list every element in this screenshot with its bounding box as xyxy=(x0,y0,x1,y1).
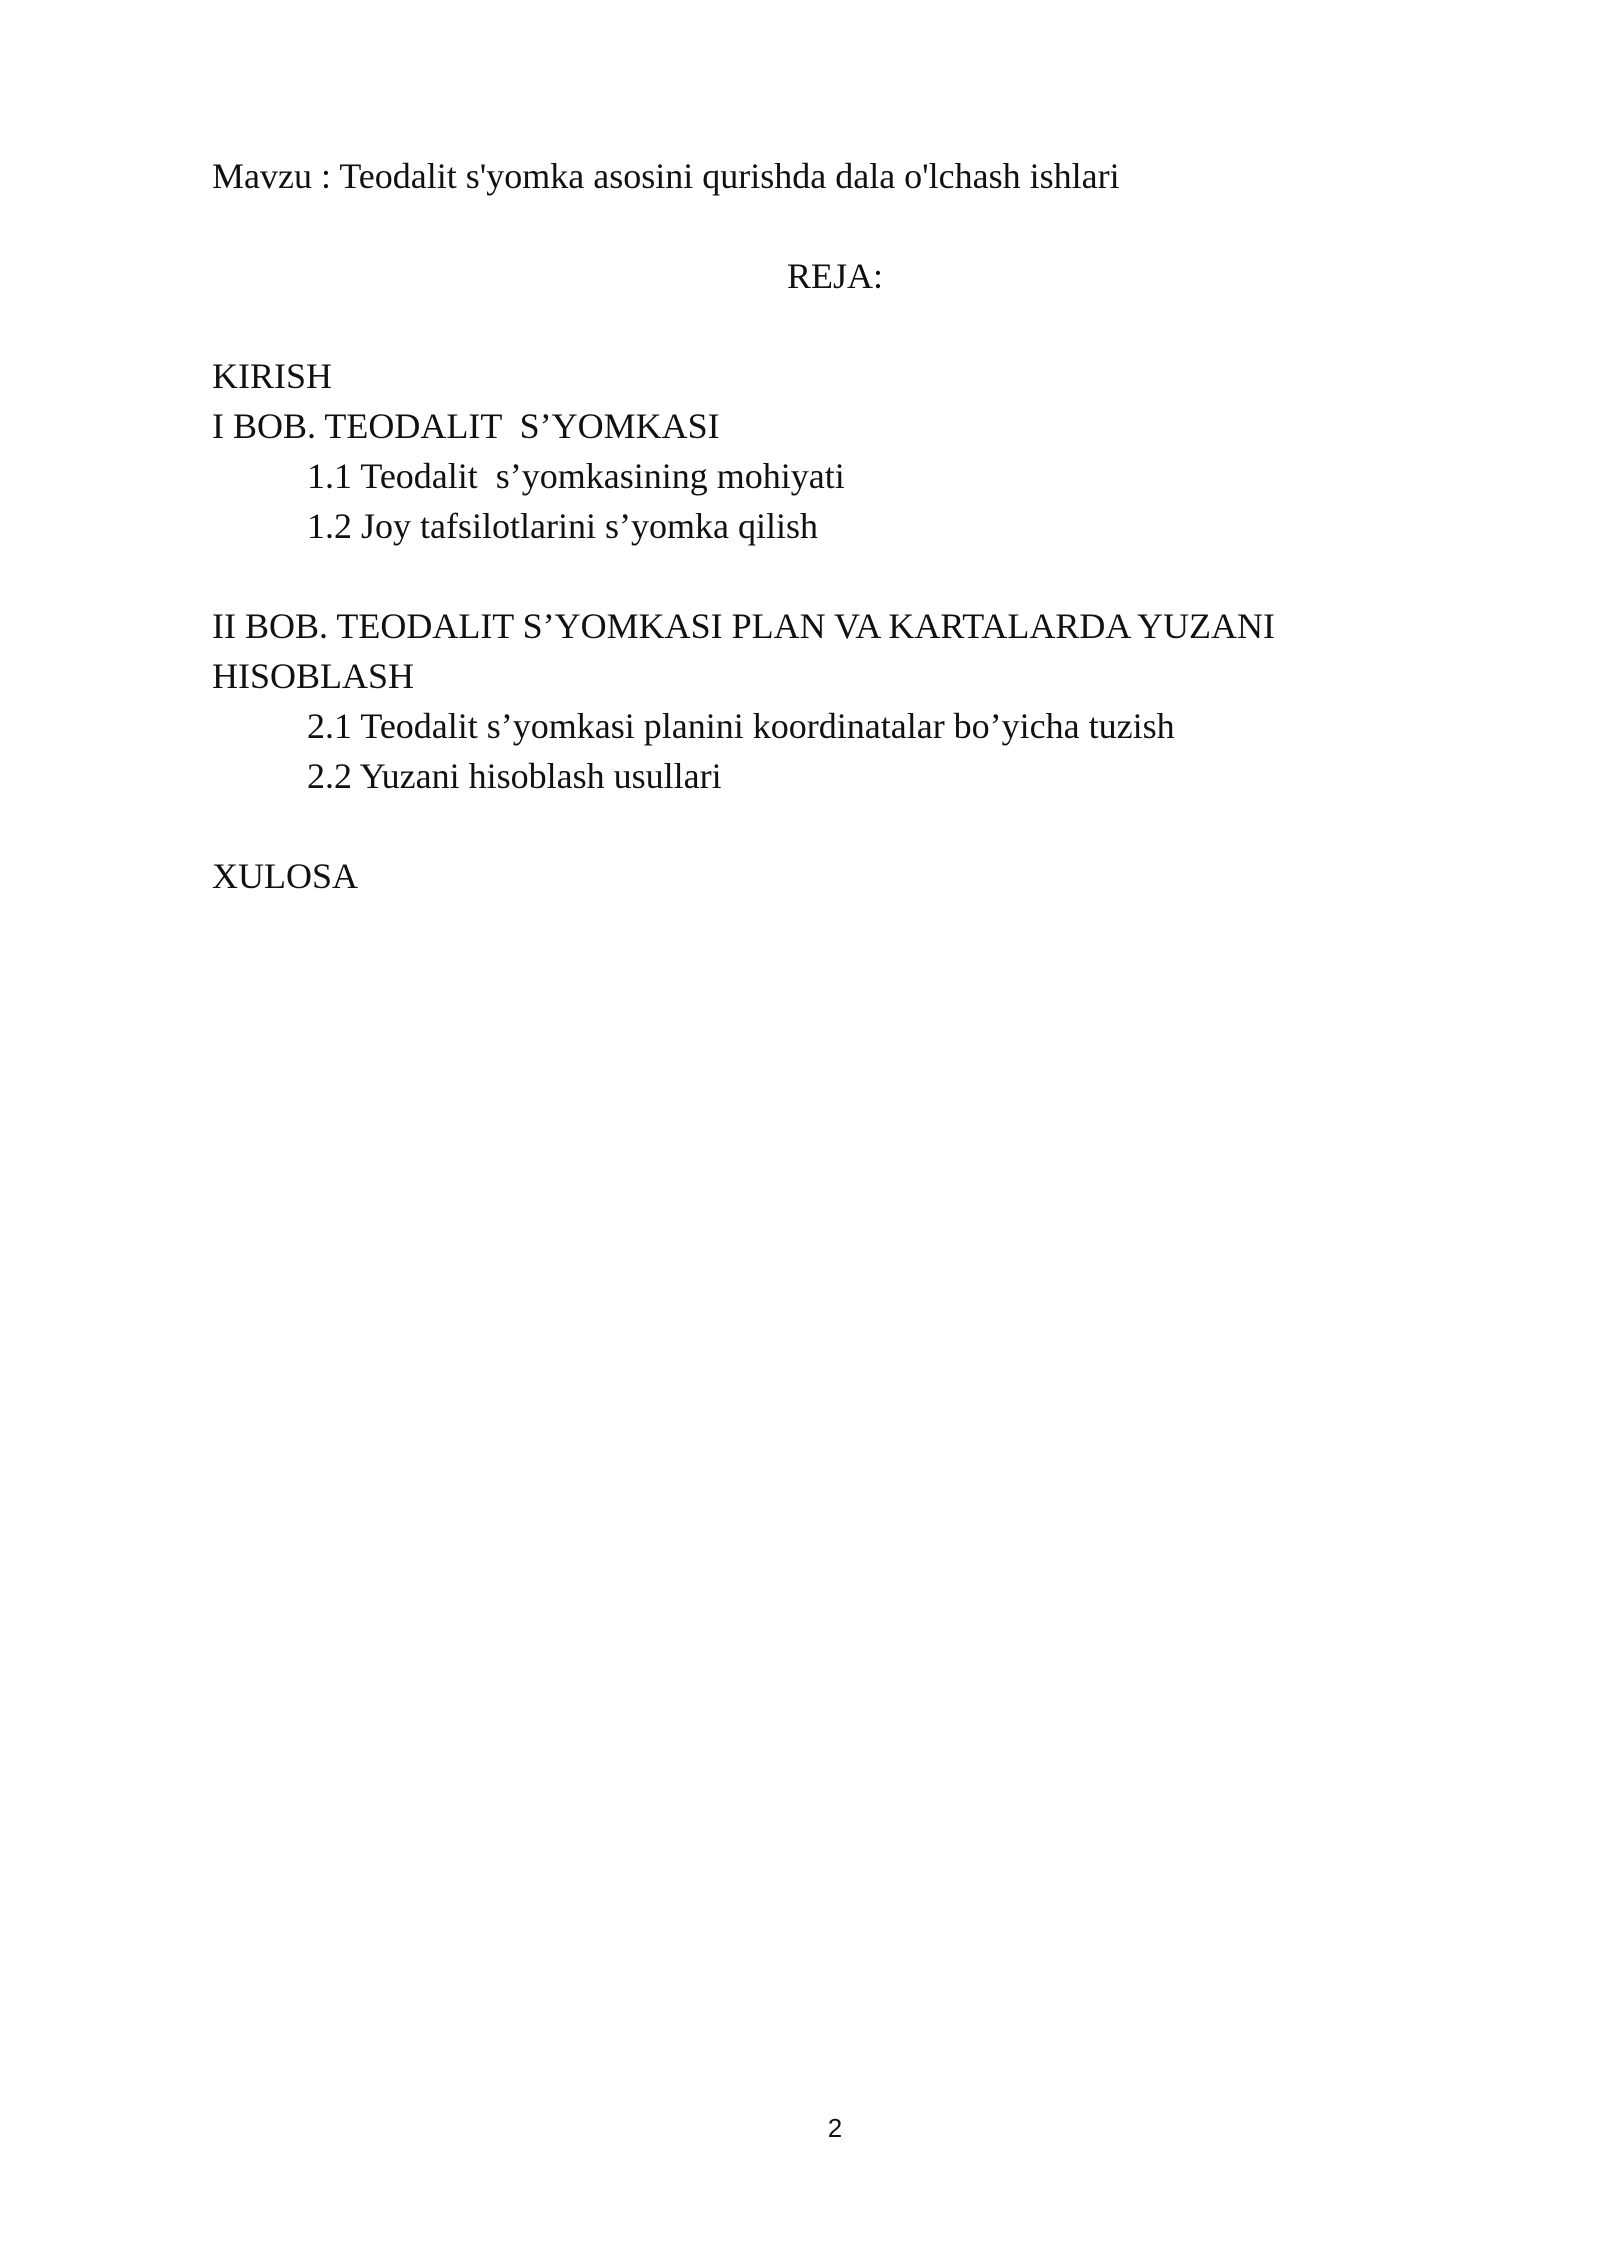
toc-section-2-2: 2.2 Yuzani hisoblash usullari xyxy=(307,756,722,796)
toc-conclusion: XULOSA xyxy=(212,856,359,896)
toc-chapter-1-title: I BOB. TEODALIT S’YOMKASI xyxy=(212,406,720,446)
toc-section-2-1: 2.1 Teodalit s’yomkasi planini koordinatalar bo’yicha tuzish xyxy=(307,706,1175,746)
toc-section-1-1: 1.1 Teodalit s’yomkasining mohiyati xyxy=(307,456,845,496)
toc-chapter-2-title-line2: HISOBLASH xyxy=(212,656,415,696)
subject-line: Mavzu : Teodalit s'yomka asosini qurishda dala o'lchash ishlari xyxy=(212,156,1120,196)
plan-heading: REJA: xyxy=(786,256,883,296)
toc-chapter-2-title-line1: II BOB. TEODALIT S’YOMKASI PLAN VA KARTALARDA YUZANI xyxy=(212,606,1275,646)
toc-section-1-2: 1.2 Joy tafsilotlarini s’yomka qilish xyxy=(307,506,818,546)
page-number: 2 xyxy=(827,2113,843,2143)
toc-intro: KIRISH xyxy=(212,356,333,396)
